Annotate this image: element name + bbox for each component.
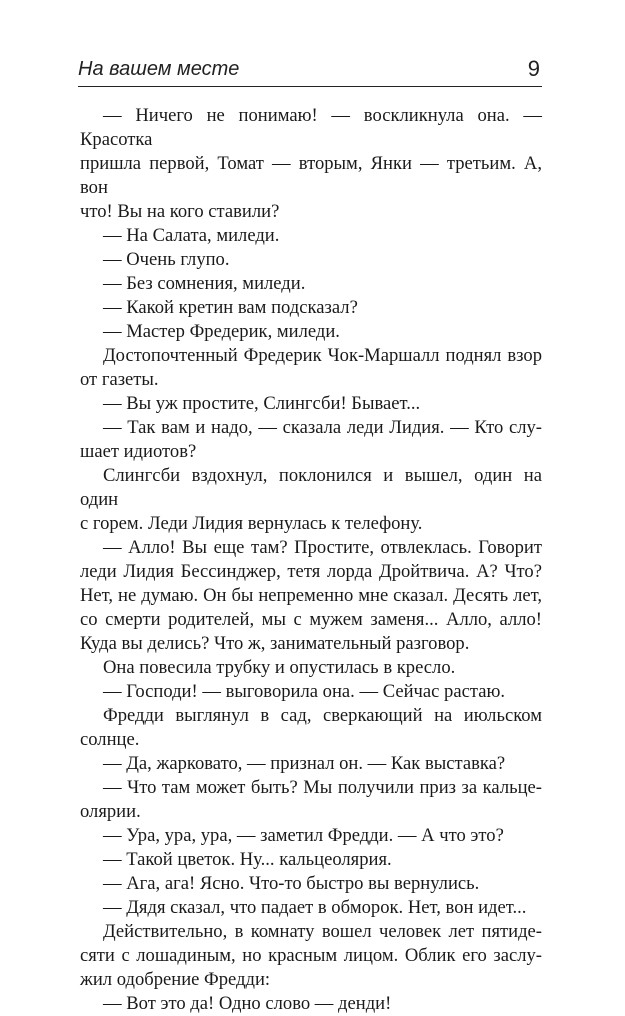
text-line: — Очень глупо. — [103, 249, 230, 270]
paragraph — [80, 320, 542, 344]
page-number: 9 — [527, 56, 540, 81]
text-line: — Господи! — выговорила она. — Сейчас растаю. — [103, 681, 506, 702]
paragraph — [80, 752, 542, 776]
text-line: — На Салата, миледи. — [103, 225, 280, 246]
text-line: Куда вы делись? Что ж, занимательный разговор. — [80, 633, 470, 654]
paragraph — [80, 344, 542, 392]
paragraph — [80, 680, 542, 704]
paragraph — [80, 704, 542, 752]
text-line: — Что там может быть? Мы получили приз за кальце- — [103, 777, 542, 798]
text-line: пришла первой, Томат — вторым, Янки — третьим. А, вон — [80, 153, 542, 198]
text-line: с горем. Леди Лидия вернулась к телефону. — [80, 513, 423, 534]
text-line: со смерти родителей, мы с мужем заменя... Алло, алло! — [80, 609, 542, 630]
text-line: олярии. — [80, 801, 141, 822]
text-line: — Алло! Вы еще там? Простите, отвлеклась. Говорит — [103, 537, 542, 558]
text-line: леди Лидия Бессинджер, тетя лорда Дройтвича. А? Что? — [80, 561, 542, 582]
paragraph — [80, 536, 542, 656]
paragraph — [80, 776, 542, 824]
paragraph — [80, 224, 542, 248]
paragraph — [80, 896, 542, 920]
paragraph — [80, 248, 542, 272]
text-line: — Вы уж простите, Слингсби! Бывает... — [103, 393, 421, 414]
body-text — [80, 104, 542, 1016]
text-line: Она повесила трубку и опустилась в кресло. — [103, 657, 456, 678]
text-line: — Дядя сказал, что падает в обморок. Нет, вон идет... — [103, 897, 527, 918]
text-line: шает идиотов? — [80, 441, 197, 462]
text-line: — Ура, ура, ура, — заметил Фредди. — А что это? — [103, 825, 504, 846]
paragraph — [80, 416, 542, 464]
text-line: — Без сомнения, миледи. — [103, 273, 306, 294]
text-line: Действительно, в комнату вошел человек лет пятиде- — [103, 921, 542, 942]
text-line: солнце. — [80, 729, 140, 750]
text-line: Слингсби вздохнул, поклонился и вышел, один на один — [80, 465, 542, 510]
text-line: — Такой цветок. Ну... кальцеолярия. — [103, 849, 392, 870]
paragraph — [80, 920, 542, 992]
paragraph — [80, 824, 542, 848]
paragraph — [80, 392, 542, 416]
paragraph — [80, 272, 542, 296]
text-line: — Так вам и надо, — сказала леди Лидия. — Кто слу- — [103, 417, 542, 438]
text-line: от газеты. — [80, 369, 159, 390]
text-line: — Мастер Фредерик, миледи. — [103, 321, 340, 342]
text-line: — Да, жарковато, — признал он. — Как выставка? — [103, 753, 506, 774]
paragraph — [80, 848, 542, 872]
text-line: — Ага, ага! Ясно. Что-то быстро вы вернулись. — [103, 873, 480, 894]
text-line: — Ничего не понимаю! — воскликнула она. — Красотка — [80, 105, 542, 150]
text-line: Нет, не думаю. Он бы непременно мне сказал. Десять лет, — [80, 585, 542, 606]
page-header — [78, 56, 542, 87]
text-line: — Какой кретин вам подсказал? — [103, 297, 358, 318]
paragraph — [80, 296, 542, 320]
paragraph — [80, 464, 542, 536]
paragraph — [80, 872, 542, 896]
text-line: — Вот это да! Одно слово — денди! — [103, 993, 392, 1014]
text-line: жил одобрение Фредди: — [80, 969, 271, 990]
text-line: что! Вы на кого ставили? — [80, 201, 280, 222]
paragraph — [80, 104, 542, 224]
running-title: На вашем месте — [78, 58, 240, 80]
paragraph — [80, 992, 542, 1016]
text-line: Достопочтенный Фредерик Чок-Маршалл поднял взор — [103, 345, 542, 366]
text-line: Фредди выглянул в сад, сверкающий на июльском — [103, 705, 542, 726]
text-line: сяти с лошадиным, но красным лицом. Облик его заслу- — [80, 945, 542, 966]
paragraph — [80, 656, 542, 680]
